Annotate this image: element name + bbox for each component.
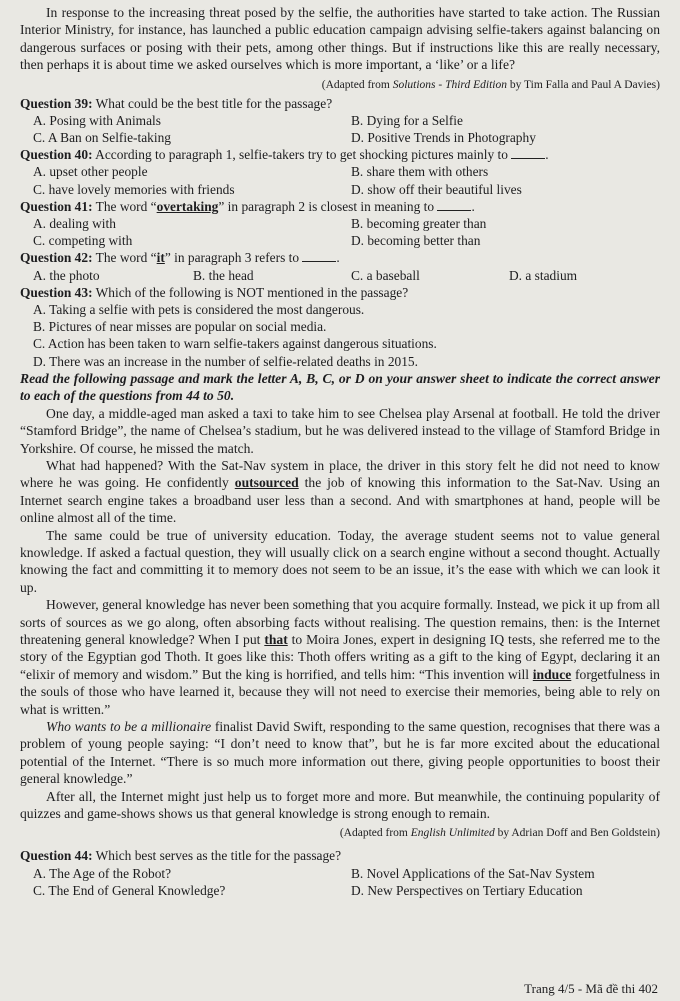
- option-c[interactable]: C. a baseball: [351, 267, 420, 283]
- question-40: Question 40: According to paragraph 1, selfie-takers try to get shocking pictures mainly to . A. upset other people B. share them with others C. have lovely memories with friends D. show off their beautiful lives: [20, 146, 660, 198]
- option-b[interactable]: B. the head: [193, 267, 254, 283]
- question-43-number: Question 43:: [20, 284, 93, 300]
- answer-blank: [437, 198, 471, 211]
- option-b[interactable]: B. Dying for a Selfie: [351, 112, 463, 128]
- question-44-stem: Which best serves as the title for the passage?: [92, 848, 342, 864]
- section-instruction: Read the following passage and mark the letter A, B, C, or D on your answer sheet to indicate the correct answer to each of the questions from 44 to 50.: [20, 370, 660, 404]
- option-a[interactable]: A. Posing with Animals: [33, 112, 161, 128]
- passage2-paragraph-4: However, general knowledge has never been something that you acquire formally. Instead, we pick it up from all sorts of sources as we go along, often absorbing facts without realising. The question remains, then: is the Internet threatening general knowledge? When I put that to Moira Jones, expert in designing IQ tests, she referred me to the story of the Egyptian god Thoth. It goes like this: Thoth offers writing as a gift to the king of Egypt, declaring it an “elixir of memory and wisdom.” But the king is horrified, and tells him: “This invention will induce forgetfulness in the souls of those who have learned it, because they will not need to exercise their memories, being able to rely on what is written.”: [20, 597, 660, 717]
- highlighted-word: induce: [532, 666, 572, 682]
- highlighted-word: it: [156, 250, 165, 266]
- option-a[interactable]: A. upset other people: [33, 164, 148, 180]
- option-d[interactable]: D. becoming better than: [351, 233, 481, 249]
- passage2-paragraph-2: What had happened? With the Sat-Nav system in place, the driver in this story felt he did not need to know where he was going. He confidently outsourced the job of knowing this information to the Sat-Nav. Using an Internet search engine takes a broadband user less than a second. And with smartphones at hand, people will be online almost all of the time.: [20, 457, 660, 526]
- question-43-stem: Which of the following is NOT mentioned in the passage?: [92, 284, 409, 300]
- option-d[interactable]: D. Positive Trends in Photography: [351, 130, 536, 146]
- option-b[interactable]: B. Novel Applications of the Sat-Nav System: [351, 865, 595, 881]
- highlighted-word: overtaking: [156, 198, 219, 214]
- question-41-number: Question 41:: [20, 198, 93, 214]
- option-c[interactable]: C. A Ban on Selfie-taking: [33, 130, 171, 146]
- question-44-number: Question 44:: [20, 848, 93, 864]
- option-c[interactable]: C. have lovely memories with friends: [33, 181, 235, 197]
- passage1-last-paragraph: In response to the increasing threat posed by the selfie, the authorities have started to take action. The Russian Interior Ministry, for instance, has launched a public education campaign advising selfie-takers against balancing on dangerous surfaces or posing with their pets, among other things. But if instructions like this are really necessary, then perhaps it is about time we asked ourselves which is more important, a ‘like’ or a life?: [20, 5, 660, 73]
- question-39-stem: What could be the best title for the passage?: [92, 95, 333, 111]
- option-d[interactable]: D. show off their beautiful lives: [351, 181, 522, 197]
- source-citation-2: (Adapted from English Unlimited by Adrian Doff and Ben Goldstein): [339, 827, 660, 840]
- question-44: [20, 847, 660, 899]
- question-39-number: Question 39:: [20, 95, 93, 111]
- passage2-paragraph-3: The same could be true of university education. Today, the average student seems not to value general knowledge. If asked a factual question, they will usually click on a search engine without a second thought. Actually knowing the fact and committing it to memory does not seem to be an issue, it’s the ease with which we can look it up.: [20, 527, 660, 595]
- option-d[interactable]: D. New Perspectives on Tertiary Education: [351, 882, 583, 898]
- question-43: [20, 284, 660, 370]
- highlighted-word: that: [264, 631, 288, 647]
- question-42: Question 42: The word “it” in paragraph 3 refers to . A. the photo B. the head C. a baseball D. a stadium: [20, 249, 660, 283]
- source-citation-1: (Adapted from Solutions - Third Edition by Tim Falla and Paul A Davies): [321, 78, 660, 91]
- option-d[interactable]: D. There was an increase in the number of selfie-related deaths in 2015.: [33, 353, 418, 369]
- option-d[interactable]: D. a stadium: [509, 267, 578, 283]
- passage2-paragraph-1: One day, a middle-aged man asked a taxi to take him to see Chelsea play Arsenal at football. He told the driver “Stamford Bridge”, the name of Chelsea’s stadium, but he was delivered instead to the village of Stamford Bridge in Yorkshire. Of course, he missed the match.: [20, 405, 660, 456]
- question-41: Question 41: The word “overtaking” in paragraph 2 is closest in meaning to . A. dealing with B. becoming greater than C. competing with D. becoming better than: [20, 198, 660, 250]
- answer-blank: [302, 249, 336, 262]
- option-a[interactable]: A. The Age of the Robot?: [33, 865, 172, 881]
- question-42-number: Question 42:: [20, 250, 93, 266]
- option-a[interactable]: A. the photo: [33, 267, 100, 283]
- option-b[interactable]: B. becoming greater than: [351, 216, 487, 232]
- option-b[interactable]: B. Pictures of near misses are popular on social media.: [33, 319, 327, 335]
- option-a[interactable]: A. dealing with: [33, 216, 116, 232]
- passage2-paragraph-6: After all, the Internet might just help us to forget more and more. But meanwhile, the continuing popularity of quizzes and game-shows shows us that general knowledge is strong enough to remain.: [20, 788, 660, 822]
- option-a[interactable]: A. Taking a selfie with pets is considered the most dangerous.: [33, 302, 365, 318]
- passage2-paragraph-5: Who wants to be a millionaire finalist David Swift, responding to the same question, recognises that there was a problem of young people saying: “I don’t need to know that”, but he is far more excited about the educational potential of the Internet. “There is so much more information out there, giving people opportunities to boost their general knowledge.”: [20, 719, 660, 787]
- highlighted-word: outsourced: [234, 475, 299, 491]
- page-footer: Trang 4/5 - Mã đề thi 402: [524, 980, 658, 996]
- answer-blank: [511, 146, 545, 159]
- question-40-stem: According to paragraph 1, selfie-takers try to get shocking pictures mainly to: [92, 147, 508, 163]
- option-c[interactable]: C. Action has been taken to warn selfie-takers against dangerous situations.: [33, 336, 437, 352]
- question-39: [20, 95, 660, 147]
- option-b[interactable]: B. share them with others: [351, 164, 489, 180]
- question-40-number: Question 40:: [20, 147, 93, 163]
- option-c[interactable]: C. competing with: [33, 233, 133, 249]
- option-c[interactable]: C. The End of General Knowledge?: [33, 882, 226, 898]
